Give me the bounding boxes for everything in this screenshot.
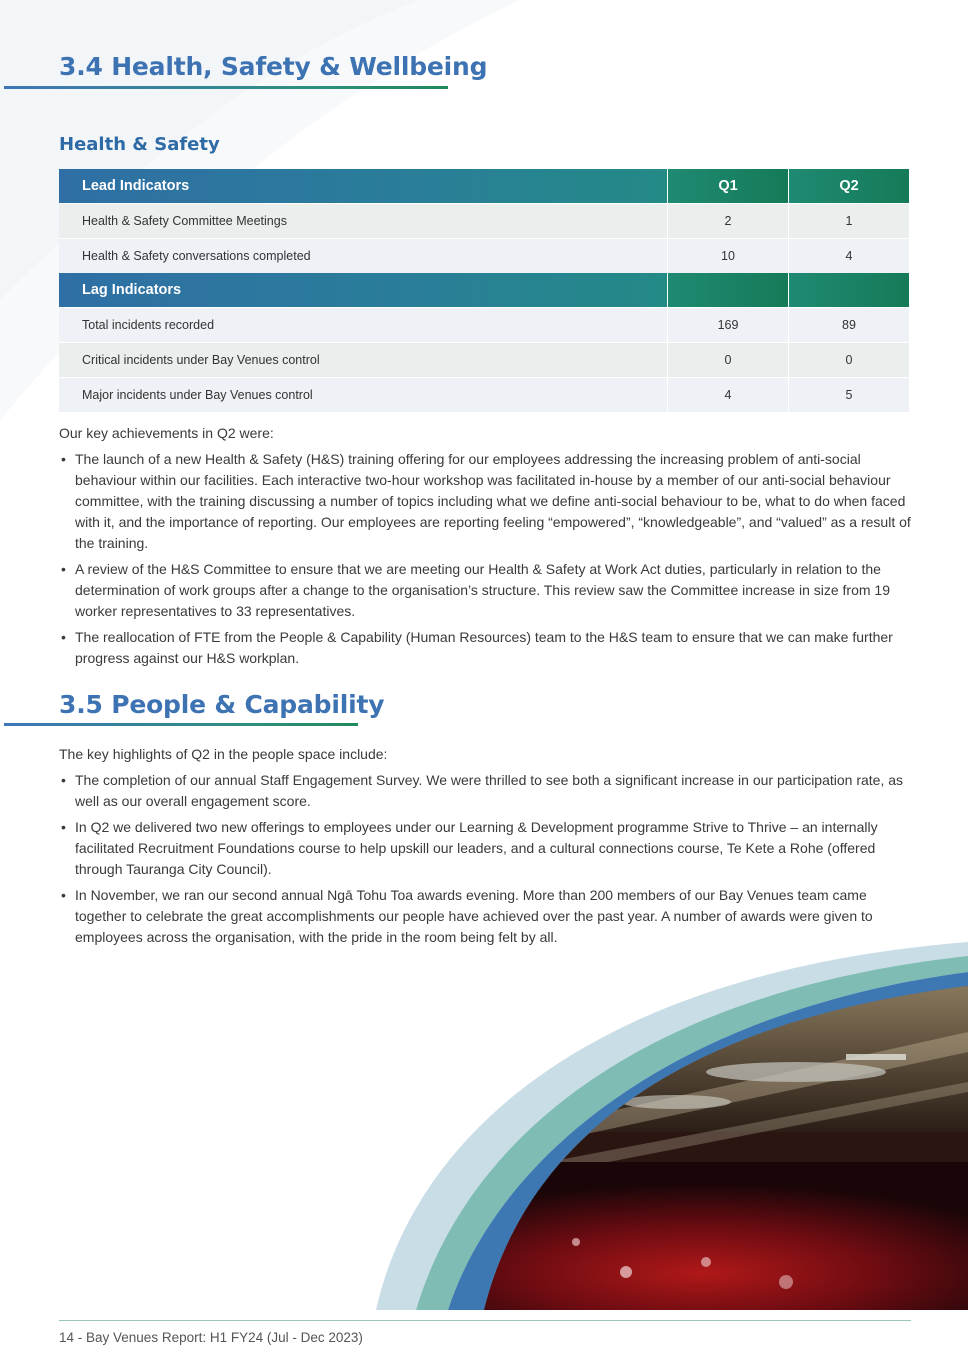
subheading-health-safety: Health & Safety bbox=[59, 134, 220, 155]
row-label: Major incidents under Bay Venues control bbox=[59, 377, 668, 412]
section-title-health-safety: 3.4 Health, Safety & Wellbeing bbox=[59, 52, 488, 81]
table-row bbox=[59, 307, 909, 342]
q1-value: 0 bbox=[668, 342, 789, 377]
q2-header: Q2 bbox=[789, 169, 909, 203]
lag-q2-blank bbox=[789, 273, 909, 307]
q2-value: 5 bbox=[789, 377, 909, 412]
table-row bbox=[59, 377, 909, 412]
achievements-intro: Our key achievements in Q2 were: bbox=[59, 425, 274, 441]
table-row bbox=[59, 342, 909, 377]
q2-value: 4 bbox=[789, 238, 909, 273]
q2-value: 89 bbox=[789, 307, 909, 342]
row-label: Health & Safety Committee Meetings bbox=[59, 203, 668, 238]
footer-page-label: 14 - Bay Venues Report: H1 FY24 (Jul - Dec 2023) bbox=[59, 1330, 363, 1345]
list-item: • The completion of our annual Staff Engagement Survey. We were thrilled to see both a significant increase in our participation rate, as well as our overall engagement score. bbox=[59, 770, 911, 812]
q2-value: 0 bbox=[789, 342, 909, 377]
q1-value: 2 bbox=[668, 203, 789, 238]
title-underline bbox=[4, 86, 448, 89]
q1-value: 169 bbox=[668, 307, 789, 342]
list-item: • In November, we ran our second annual Ngā Tohu Toa awards evening. More than 200 members of our Bay Venues team came together to celebrate the great accomplishments our people have achieved over the past year. A number of awards were given to employees across the organisation, with the pride in the room being felt by all. bbox=[59, 885, 911, 948]
highlights-intro: The key highlights of Q2 in the people space include: bbox=[59, 746, 388, 762]
q1-value: 4 bbox=[668, 377, 789, 412]
lag-header-row bbox=[59, 273, 909, 307]
list-item: • A review of the H&S Committee to ensure that we are meeting our Health & Safety at Work Act duties, particularly in relation to the determination of work groups after a change to the organisation’s structure. This review saw the Committee increase in size from 19 worker representatives to 33 representatives. bbox=[59, 559, 911, 622]
achievements-list bbox=[59, 449, 911, 674]
lag-q1-blank bbox=[668, 273, 789, 307]
lag-indicators-header: Lag Indicators bbox=[59, 273, 668, 307]
highlights-list bbox=[59, 770, 911, 953]
row-label: Critical incidents under Bay Venues control bbox=[59, 342, 668, 377]
list-item: • The launch of a new Health & Safety (H&S) training offering for our employees addressing the increasing problem of anti-social behaviour within our facilities. Each interactive two-hour workshop was facilitated in-house by a member of our anti-social behaviour committee, with the training discussing a number of topics including what we define anti-social behaviour to be, what to do when faced with it, and the importance of reporting. Our employees are reporting feeling “empowered”, “knowledgeable”, and “valued” as a result of the training. bbox=[59, 449, 911, 554]
list-item: • In Q2 we delivered two new offerings to employees under our Learning & Development programme Strive to Thrive – an internally facilitated Recruitment Foundations course to help upskill our leaders, and a cultural connections course, Te Kete a Rohe (offered through Tauranga City Council). bbox=[59, 817, 911, 880]
awards-evening-photo bbox=[376, 942, 968, 1310]
table-row bbox=[59, 203, 909, 238]
q2-value: 1 bbox=[789, 203, 909, 238]
lead-indicators-header: Lead Indicators bbox=[59, 169, 668, 203]
row-label: Total incidents recorded bbox=[59, 307, 668, 342]
title-underline bbox=[4, 723, 358, 726]
footer-divider bbox=[59, 1320, 911, 1321]
list-item: • The reallocation of FTE from the People & Capability (Human Resources) team to the H&S team to ensure that we can make further progress against our H&S workplan. bbox=[59, 627, 911, 669]
table-row bbox=[59, 238, 909, 273]
section-title-people-capability: 3.5 People & Capability bbox=[59, 690, 385, 719]
health-safety-table bbox=[59, 169, 909, 412]
q1-header: Q1 bbox=[668, 169, 789, 203]
q1-value: 10 bbox=[668, 238, 789, 273]
table-header-row bbox=[59, 169, 909, 203]
row-label: Health & Safety conversations completed bbox=[59, 238, 668, 273]
